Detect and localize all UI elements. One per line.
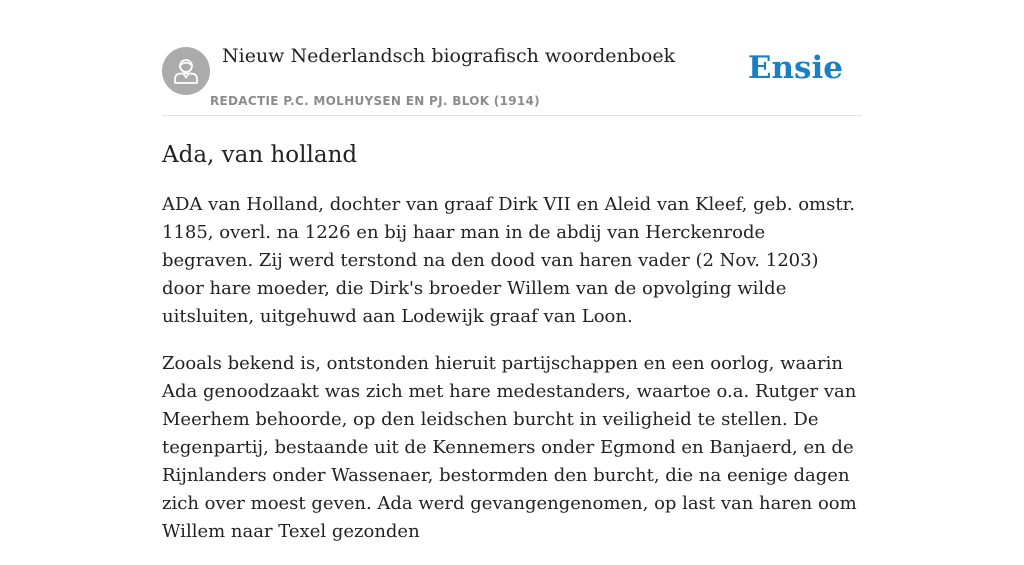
entry-paragraph: Zooals bekend is, ontstonden hieruit partijschappen en een oorlog, waarin Ada genoodzaakt was zich met hare medestanders, waartoe o.a. Rutger van Meerhem behoorde, op den leidschen burcht in veiligheid te stellen. De tegenpartij, bestaande uit de Kennemers onder Egmond en Banjaerd, en de Rijnlanders onder Wassenaer, bestormden den burcht, die na eenige dagen zich over moest geven. Ada werd gevangengenomen, op last van haren oom Willem naar Texel gezonden	[162, 353, 857, 542]
entry-paragraph: ADA van Holland, dochter van graaf Dirk VII en Aleid van Kleef, geb. omstr. 1185, overl. na 1226 en bij haar man in de abdij van Herckenrode begraven. Zij werd terstond na den dood van haren vader (2 Nov. 1203) door hare moeder, die Dirk's broeder Willem van de opvolging wilde uitsluiten, uitgehuwd aan Lodewijk graaf van Loon.	[162, 194, 855, 327]
avatar	[162, 47, 210, 95]
book-subtitle: REDACTIE P.C. MOLHUYSEN EN PJ. BLOK (1914)	[210, 94, 540, 108]
book-title[interactable]: Nieuw Nederlandsch biografisch woordenboek	[222, 45, 676, 67]
entry-title: Ada, van holland	[162, 142, 358, 168]
user-icon	[173, 57, 199, 85]
entry-content	[162, 138, 862, 565]
header	[162, 0, 862, 116]
brand-logo[interactable]: Ensie	[747, 50, 843, 86]
